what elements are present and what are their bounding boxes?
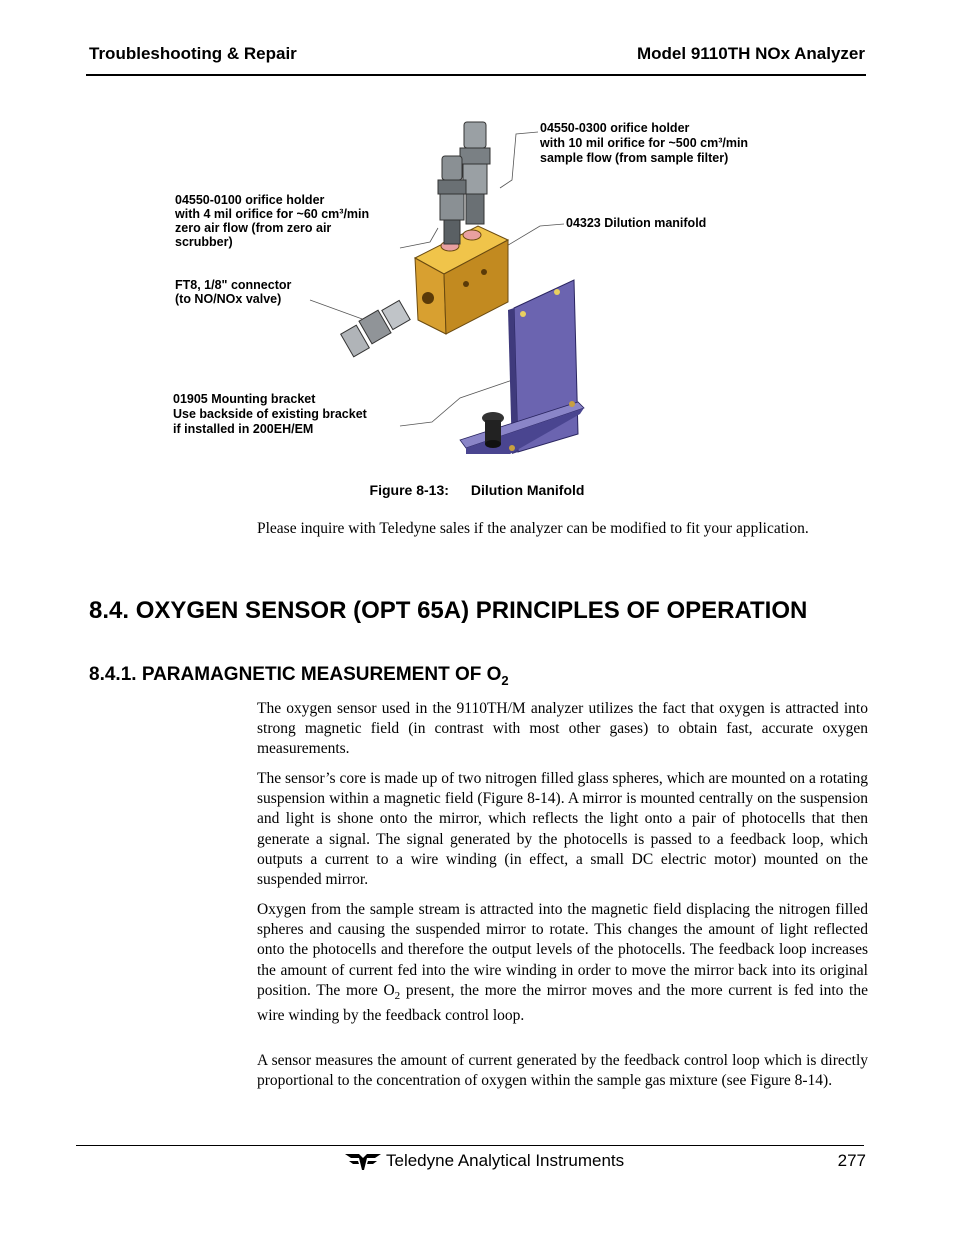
dilution-manifold-figure xyxy=(160,108,800,468)
paragraph-3-part-b: present, the more the mirror moves and the more current is fed into the wire winding by the feedback control loop. xyxy=(257,981,868,1025)
label-0100-line4: scrubber) xyxy=(175,235,233,249)
label-bracket-line1: 01905 Mounting bracket xyxy=(173,392,316,406)
label-0300-line2: with 10 mil orifice for ~500 cm³/min xyxy=(540,136,749,150)
figure-caption-number: Figure 8-13: xyxy=(369,482,449,498)
label-0100-line1: 04550-0100 orifice holder xyxy=(175,193,325,207)
label-ft8-line1: FT8, 1/8" connector xyxy=(175,278,292,292)
paragraph-2: The sensor’s core is made up of two nitrogen filled glass spheres, which are mounted on a rotating suspension within a magnetic field (Figure 8-14). A mirror is mounted centrally on the suspension and light is shone onto the mirror, which reflects the light onto a pair of photocells that then generate a signal. The signal generated by the photocells is passed to a feedback loop, which outputs a current to a wire winding (in effect, a small DC electric motor) mounted on the suspended mirror. xyxy=(257,770,868,889)
paragraph-1: The oxygen sensor used in the 9110TH/M analyzer utilizes the fact that oxygen is attracted into strong magnetic field (in contrast with most other gases) to obtain fast, accurate oxygen measurements. xyxy=(257,700,868,758)
paragraph-3 xyxy=(257,900,868,1026)
label-bracket-line3: if installed in 200EH/EM xyxy=(173,422,314,436)
subsection-heading-subscript: 2 xyxy=(501,672,509,688)
label-0100-line3: zero air flow (from zero air xyxy=(175,221,332,235)
paragraph-3-subscript: 2 xyxy=(394,989,401,1002)
label-0300-line1: 04550-0300 orifice holder xyxy=(540,121,690,135)
subsection-heading xyxy=(89,664,509,688)
subsection-heading-text: 8.4.1. PARAMAGNETIC MEASUREMENT OF O xyxy=(89,664,502,685)
label-bracket-line2: Use backside of existing bracket xyxy=(173,407,367,421)
header-rule xyxy=(86,74,866,76)
label-manifold: 04323 Dilution manifold xyxy=(566,216,707,230)
footer-page-number: 277 xyxy=(837,1151,866,1170)
label-ft8-line2: (to NO/NOx valve) xyxy=(175,292,282,306)
figure-caption xyxy=(0,482,954,498)
paragraph-inquire: Please inquire with Teledyne sales if the analyzer can be modified to fit your application. xyxy=(257,520,809,537)
footer-company: Teledyne Analytical Instruments xyxy=(386,1151,625,1170)
footer-rule xyxy=(76,1145,864,1146)
label-0300-line3: sample flow (from sample filter) xyxy=(540,151,729,165)
teledyne-logo-icon xyxy=(345,1152,381,1170)
header-model-title: Model 9110TH NOx Analyzer xyxy=(636,44,865,63)
paragraph-4: A sensor measures the amount of current generated by the feedback control loop which is directly proportional to the concentration of oxygen within the sample gas mixture (see Figure 8-14). xyxy=(257,1052,868,1090)
section-heading: 8.4. OXYGEN SENSOR (OPT 65A) PRINCIPLES OF OPERATION xyxy=(89,597,808,624)
figure-caption-title: Dilution Manifold xyxy=(470,482,585,498)
paragraph-3-part-a: Oxygen from the sample stream is attracted into the magnetic field displacing the nitrogen filled spheres and causing the suspended mirror to rotate. This changes the amount of light reflected onto the photocells and therefore the output levels of the photocells. The feedback loop increases the amount of current fed into the wire winding in order to move the mirror back into its original position. The more O xyxy=(257,901,868,999)
label-0100-line2: with 4 mil orifice for ~60 cm³/min xyxy=(175,207,370,221)
header-section-title: Troubleshooting & Repair xyxy=(89,44,297,63)
